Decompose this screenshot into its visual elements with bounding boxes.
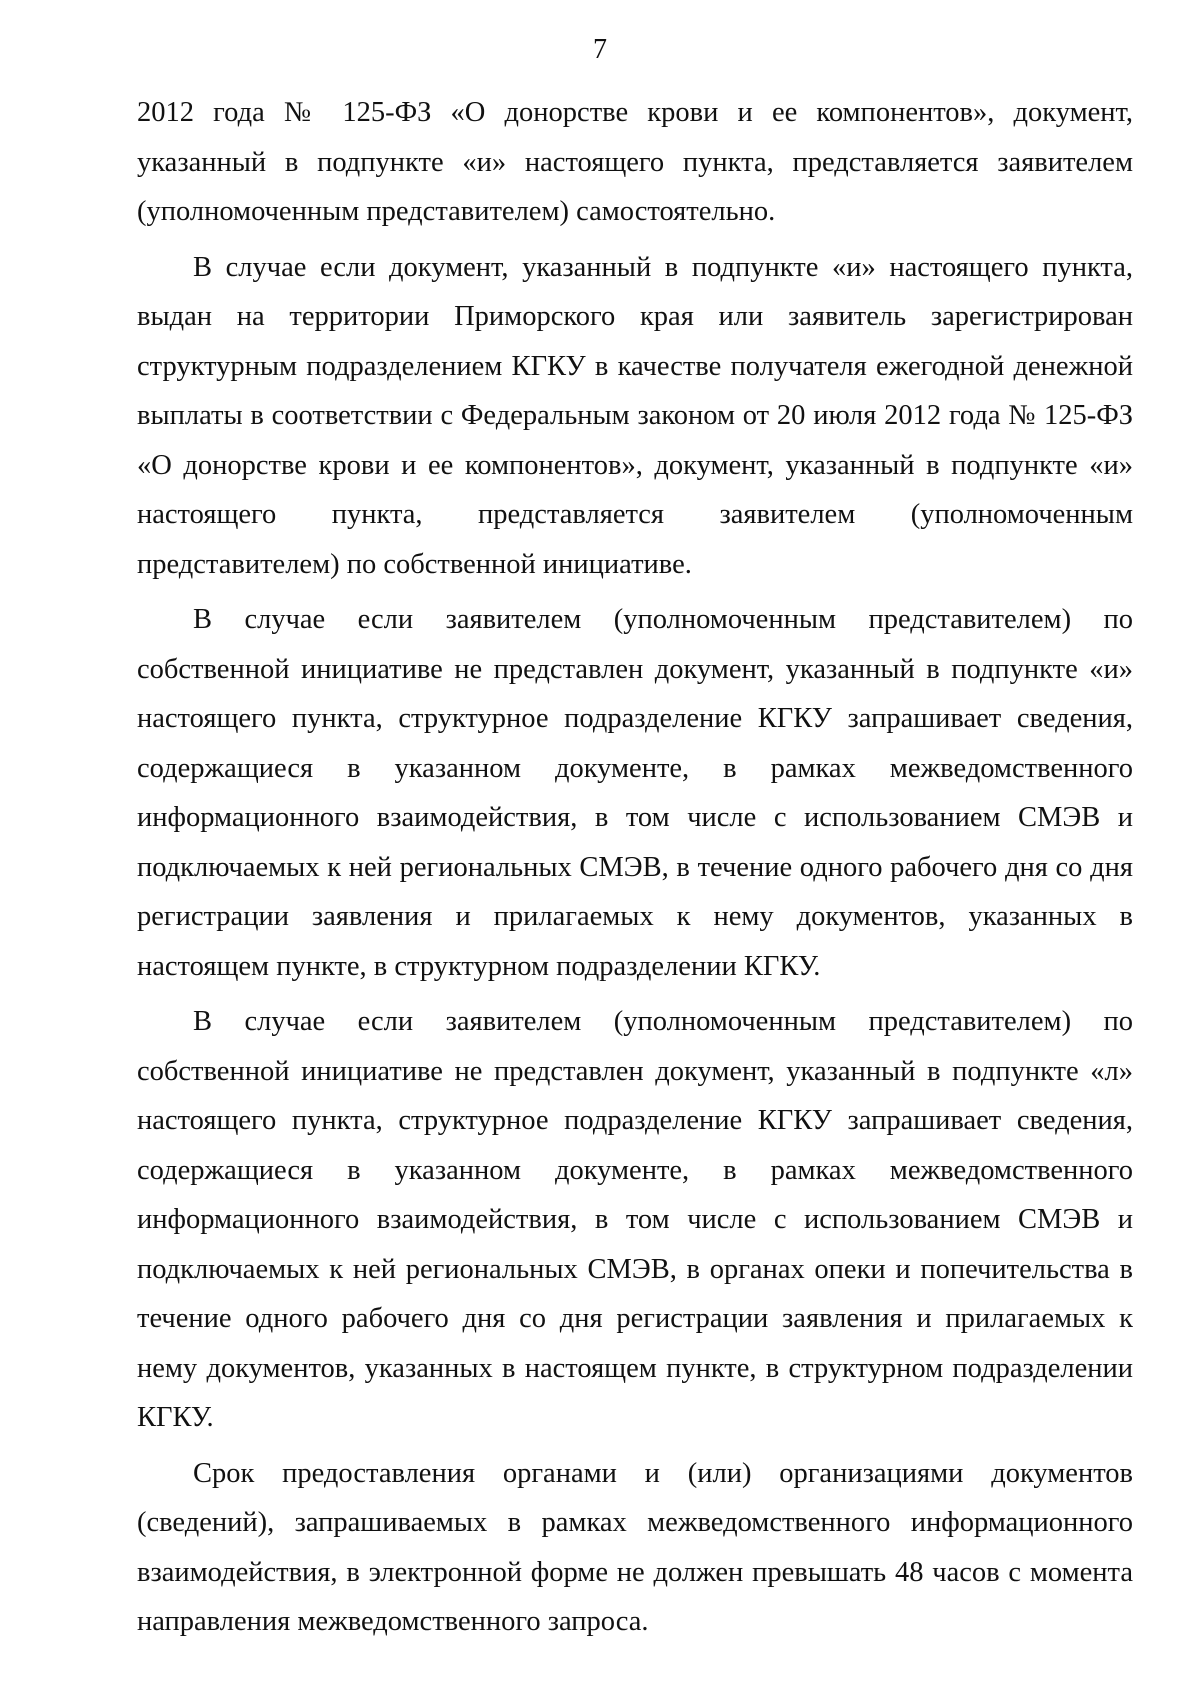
paragraph: В случае если заявителем (уполномоченным представителем) по собственной инициативе не представлен документ, указанный в подпункте «и» настоящего пункта, структурное подразделение КГКУ запрашивает сведения, содержащиеся в указанном документе, в рамках межведомственного информационного взаимодействия, в том числе с использованием СМЭВ и подключаемых к ней региональных СМЭВ, в течение одного рабочего дня со дня регистрации заявления и прилагаемых к нему документов, указанных в настоящем пункте, в структурном подразделении КГКУ.	[137, 604, 1133, 982]
paragraph-continuation: 2012 года № 125-ФЗ «О донорстве крови и ее компонентов», документ, указанный в подпункте «и» настоящего пункта, представляется заявителем (уполномоченным представителем) самостоятельно.	[137, 97, 1133, 227]
page-number: 7	[593, 34, 607, 65]
document-body	[137, 88, 1133, 1647]
paragraph: Срок предоставления органами и (или) организациями документов (сведений), запрашиваемых в рамках межведомственного информационного взаимодействия, в электронной форме не должен превышать 48 часов с момента направления межведомственного запроса.	[137, 1457, 1133, 1637]
paragraph: В случае если заявителем (уполномоченным представителем) по собственной инициативе не представлен документ, указанный в подпункте «л» настоящего пункта, структурное подразделение КГКУ запрашивает сведения, содержащиеся в указанном документе, в рамках межведомственного информационного взаимодействия, в том числе с использованием СМЭВ и подключаемых к ней региональных СМЭВ, в органах опеки и попечительства в течение одного рабочего дня со дня регистрации заявления и прилагаемых к нему документов, указанных в настоящем пункте, в структурном подразделении КГКУ.	[137, 1006, 1133, 1433]
paragraph: В случае если документ, указанный в подпункте «и» настоящего пункта, выдан на территории Приморского края или заявитель зарегистрирован структурным подразделением КГКУ в качестве получателя ежегодной денежной выплаты в соответствии с Федеральным законом от 20 июля 2012 года № 125-ФЗ «О донорстве крови и ее компонентов», документ, указанный в подпункте «и» настоящего пункта, представляется заявителем (уполномоченным представителем) по собственной инициативе.	[137, 251, 1133, 580]
